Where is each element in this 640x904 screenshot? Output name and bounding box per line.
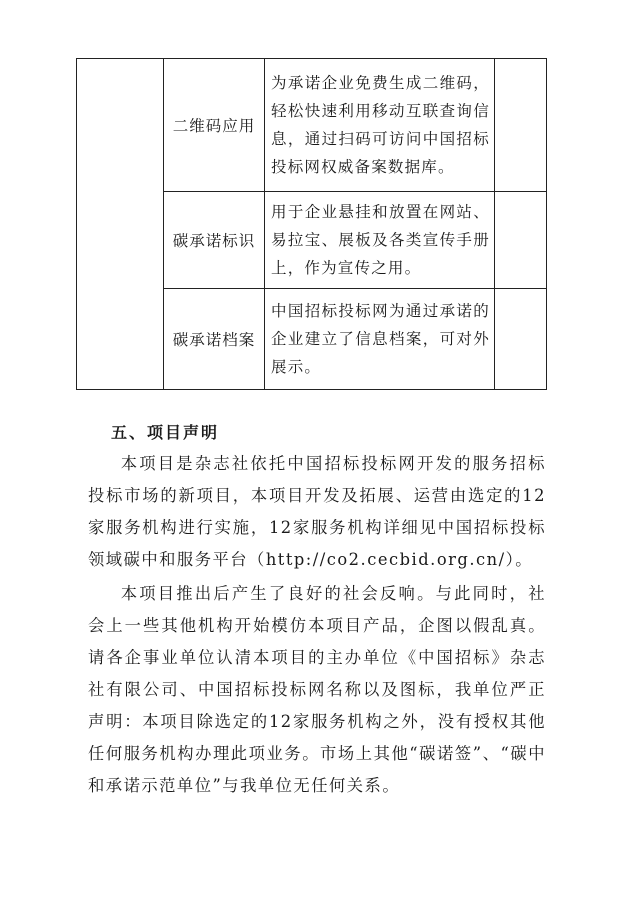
remark-cell [495,192,547,289]
remark-cell [495,289,547,390]
service-name-cell: 碳承诺标识 [164,192,265,289]
paragraph-statement-text: 本项目推出后产生了良好的社会反响。与此同时，社会上一些其他机构开始模仿本项目产品，企图以假乱真。请各企事业单位认清本项目的主办单位《中国招标》杂志社有限公司、中国招标投标网名称以及图标，我单位严正声明：本项目除选定的12家服务机构之外，没有授权其他任何服务机构办理此项业务。市场上其他“碳诺签”、“碳中和承诺示范单位”与我单位无任何关系。 [88,584,546,795]
paragraph-intro-text: 本项目是杂志社依托中国招标投标网开发的服务招标投标市场的新项目，本项目开发及拓展、运营由选定的12家服务机构进行实施，12家服务机构详细见中国招标投标领域碳中和服务平台（http://co2.cecbid.org.cn/）。 [88,454,546,569]
paragraph-intro [88,448,546,576]
service-desc-cell: 为承诺企业免费生成二维码，轻松快速利用移动互联查询信息，通过扫码可访问中国招标投标网权威备案数据库。 [265,59,495,192]
service-table [76,58,547,390]
table-row [77,59,547,192]
paragraph-statement [88,578,546,802]
category-cell [77,59,164,390]
remark-cell [495,59,547,192]
service-name-cell: 碳承诺档案 [164,289,265,390]
service-desc-cell: 用于企业悬挂和放置在网站、易拉宝、展板及各类宣传手册上，作为宣传之用。 [265,192,495,289]
service-name-cell: 二维码应用 [164,59,265,192]
service-desc-cell: 中国招标投标网为通过承诺的企业建立了信息档案，可对外展示。 [265,289,495,390]
section-heading: 五、项目声明 [111,423,220,442]
